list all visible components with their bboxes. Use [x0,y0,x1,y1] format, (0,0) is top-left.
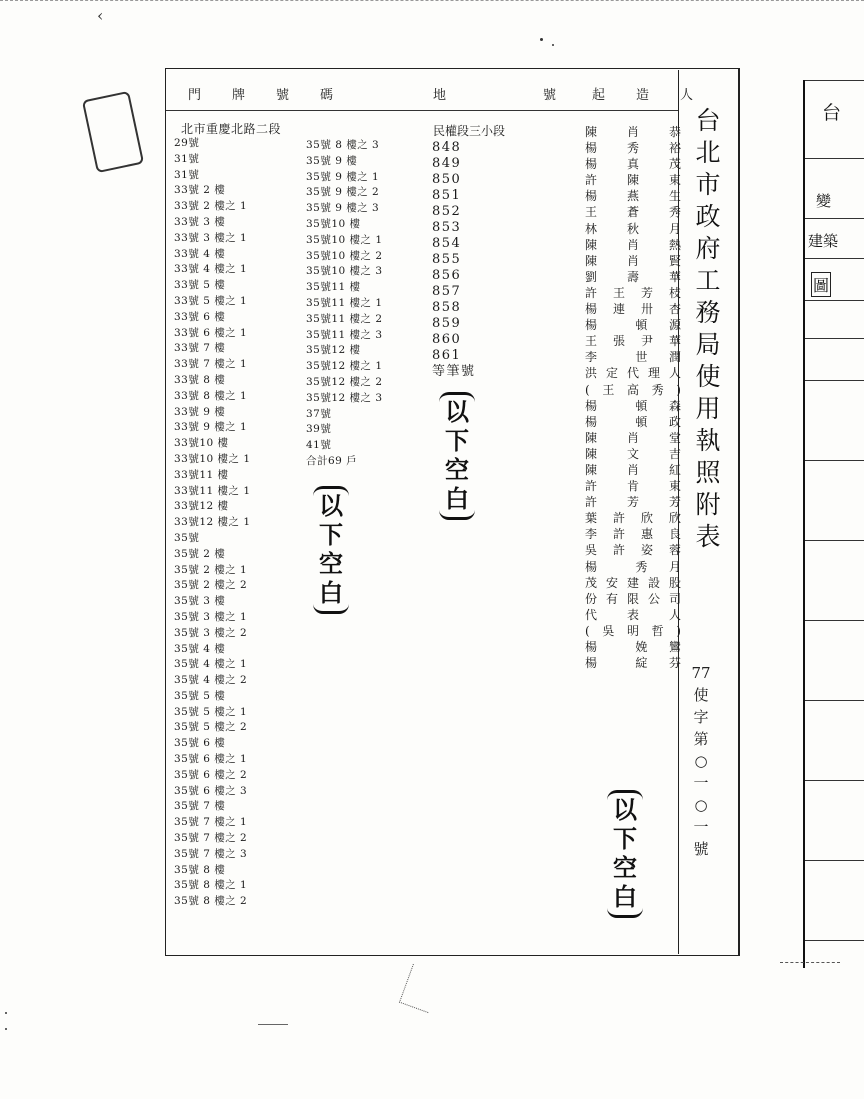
address-entry: 35號 8 樓 [174,863,226,876]
address-entry: 35號 2 樓 [174,547,226,560]
applicant-entry: 許 肯 東 [585,479,681,494]
lot-entry: 860 [432,332,462,347]
address-entry: 35號 3 樓 [174,595,226,608]
address-entry: 35號 9 樓之 1 [306,170,380,183]
address-entry: 33號 4 樓 [174,247,226,260]
address-entry: 35號 2 樓之 1 [174,563,248,576]
lot-entry: 851 [432,188,462,203]
applicant-blank-stamp: 以下空白 [607,790,643,918]
address-entry: 33號 2 樓之 1 [174,200,248,213]
address-entry: 35號12 樓 [306,344,361,357]
applicant-entry: 許 陳 東 [585,173,681,188]
address-entry: 33號 7 樓之 1 [174,358,248,371]
scan-artifact-bottom [399,964,442,1013]
applicant-entry: 楊 燕 生 [585,189,681,204]
scan-mark-bottom-right [780,962,840,963]
header-lot-label: 地 號 [433,88,566,103]
address-entry: 35號 8 樓之 2 [174,895,248,908]
address-entry: 29號 [174,137,200,149]
applicant-entry: 楊 頓 源 [585,318,681,333]
address-entry: 35號 6 樓之 1 [174,753,248,766]
address-entry: 35號 9 樓之 3 [306,202,380,215]
address-entry: 35號 4 樓之 2 [174,674,248,687]
address-entry: 41號 [306,439,332,452]
applicant-entry: 陳 文 吉 [585,446,681,461]
address-entry: 35號 7 樓之 2 [174,832,248,845]
lot-entry: 854 [432,236,462,251]
lot-entry: 857 [432,284,462,299]
applicant-entry: 洪定代理人 [585,366,681,381]
address-entry: 35號 7 樓之 3 [174,847,248,860]
scan-speck [5,1012,7,1014]
document-title: 台北市政府工務局使用執照附表 [695,106,721,551]
adjacent-page-char-1: 變 [816,192,832,210]
applicant-entry: 劉 壽 華 [585,269,681,284]
address-entry: 33號11 樓之 1 [174,484,251,497]
applicant-entry: 李 許 惠 良 [585,527,681,542]
applicant-entry: 陳 肖 紅 [585,462,681,477]
address-entry: 33號10 樓之 1 [174,452,251,465]
applicant-entry: 李 世 潤 [585,350,681,365]
scan-speck [540,38,543,41]
applicant-entry: 許 王 芳 枝 [585,285,681,300]
address-entry: 35號10 樓之 2 [306,249,383,262]
applicant-entry: 茂安建設股 [585,575,681,590]
address-entry: 33號 6 樓 [174,310,226,323]
address-entry: 35號 7 樓 [174,800,226,813]
address-entry: 35號11 樓 [306,281,361,294]
applicant-entry: 楊 真 茂 [585,157,681,172]
applicant-entry: 林 秋 月 [585,221,681,236]
address-entry: 合計69 戶 [306,454,358,467]
address-entry: 33號 9 樓之 1 [174,421,248,434]
scan-line-bottom [258,1024,288,1025]
address-entry: 35號 4 樓之 1 [174,658,248,671]
address-entry: 35號 8 樓之 3 [306,139,380,151]
lot-entry: 848 [432,140,462,155]
lot-section: 民權段三小段 [433,124,506,138]
address-entry: 33號 4 樓之 1 [174,263,248,276]
applicant-entry: 陳 肖 堂 [585,430,681,445]
applicant-entry: ( 吳 明 哲 ) [585,623,681,638]
applicant-entry: 楊 連 卅 杏 [585,302,681,317]
applicant-entry: 楊 秀 月 [585,559,681,574]
lot-entry: 853 [432,220,462,235]
applicant-entry: 陳 肖 恭 [585,125,681,139]
applicant-entry: 楊 綻 芬 [585,656,681,671]
address-column-2 [306,138,383,470]
applicant-entry: 楊 娩 鸞 [585,640,681,654]
address-entry: 35號 5 樓 [174,689,226,702]
lot-list [432,140,476,380]
applicant-entry: ( 王 高 秀 ) [585,382,681,397]
lot-entry: 等筆號 [432,364,476,379]
adjacent-page-strip [803,80,864,968]
address-entry: 35號 9 樓 [306,154,358,167]
header-applicant-label: 起 造 人 [592,88,703,103]
lot-entry: 852 [432,204,462,219]
adjacent-page-char-2: 建築 [808,232,839,250]
address-column-1 [174,136,251,910]
applicant-entry: 楊 秀 裕 [585,141,681,156]
address-entry: 35號12 樓之 3 [306,391,383,404]
address-street: 北市重慶北路二段 [181,122,282,136]
applicant-entry: 份有限公司 [585,591,681,606]
applicant-entry: 楊 頓 森 [585,398,681,413]
scan-speck [552,44,554,46]
address-entry: 33號10 樓 [174,437,229,450]
applicant-entry: 王 蒼 秀 [585,205,681,220]
address-entry: 33號 8 樓之 1 [174,389,248,402]
adjacent-page-top-char: 台 [822,102,842,124]
address-entry: 35號10 樓之 3 [306,265,383,278]
scan-top-border [0,0,864,4]
applicant-entry: 葉 許 欣 欣 [585,511,681,526]
lot-entry: 858 [432,300,462,315]
address-entry: 35號 9 樓之 2 [306,186,380,199]
lot-entry: 850 [432,172,462,187]
address-entry: 35號 4 樓 [174,642,226,655]
lot-entry: 856 [432,268,462,283]
address-entry: 35號 6 樓 [174,737,226,750]
applicant-entry: 王 張 尹 華 [585,334,681,349]
address-entry: 35號 8 樓之 1 [174,879,248,892]
official-seal [82,91,144,173]
header-rule [166,110,679,111]
address-entry: 33號 2 樓 [174,184,226,197]
address-entry: 33號12 樓 [174,500,229,513]
address-entry: 37號 [306,407,332,420]
address-entry: 33號11 樓 [174,468,229,481]
address-entry: 33號 7 樓 [174,342,226,355]
address-entry: 35號12 樓之 1 [306,360,383,373]
address-entry: 35號11 樓之 2 [306,312,383,325]
applicant-entry: 陳 肖 賢 [585,253,681,268]
lot-entry: 849 [432,156,462,171]
address-entry: 35號 7 樓之 1 [174,816,248,829]
address-entry: 33號 6 樓之 1 [174,326,248,339]
address-entry: 33號 8 樓 [174,373,226,386]
address-entry: 35號 5 樓之 2 [174,721,248,734]
address-entry: 35號 [174,531,200,544]
address-entry: 35號11 樓之 1 [306,296,383,309]
scan-speck [5,1028,7,1030]
address-entry: 35號12 樓之 2 [306,375,383,388]
address-entry: 35號 5 樓之 1 [174,705,248,718]
address-entry: 31號 [174,168,200,181]
header-address-label: 門 牌 號 碼 [188,88,343,103]
address-entry: 35號10 樓之 1 [306,233,383,246]
address-entry: 35號11 樓之 3 [306,328,383,341]
address-entry: 33號 5 樓 [174,279,226,292]
address-entry: 33號 5 樓之 1 [174,294,248,307]
applicant-entry: 吳 許 姿 蓉 [585,543,681,558]
address-entry: 33號12 樓之 1 [174,516,251,529]
address-entry: 35號 2 樓之 2 [174,579,248,592]
applicant-entry: 代 表 人 [585,607,681,622]
lot-entry: 855 [432,252,462,267]
lot-entry: 861 [432,348,462,363]
applicant-entry: 楊 頓 政 [585,414,681,429]
address-entry: 39號 [306,423,332,436]
address-entry: 35號 6 樓之 3 [174,784,248,797]
applicant-list [585,124,681,671]
address-entry: 35號 3 樓之 2 [174,626,248,639]
adjacent-page-char-3: 圖 [811,272,831,297]
address-entry: 31號 [174,152,200,165]
address-entry: 33號 3 樓 [174,215,226,228]
license-number: 77使字第○一○一號 [691,664,711,858]
lot-entry: 859 [432,316,462,331]
address-entry: 33號 9 樓 [174,405,226,418]
lot-blank-stamp: 以下空白 [439,392,475,520]
applicant-entry: 陳 肖 熱 [585,237,681,252]
address-entry: 35號10 樓 [306,217,361,230]
address-blank-stamp: 以下空白 [313,486,349,614]
address-entry: 33號 3 樓之 1 [174,231,248,244]
applicant-entry: 許 芳 芳 [585,495,681,510]
address-entry: 35號 3 樓之 1 [174,610,248,623]
scan-mark-top-left: ‹ [97,6,104,25]
address-entry: 35號 6 樓之 2 [174,768,248,781]
